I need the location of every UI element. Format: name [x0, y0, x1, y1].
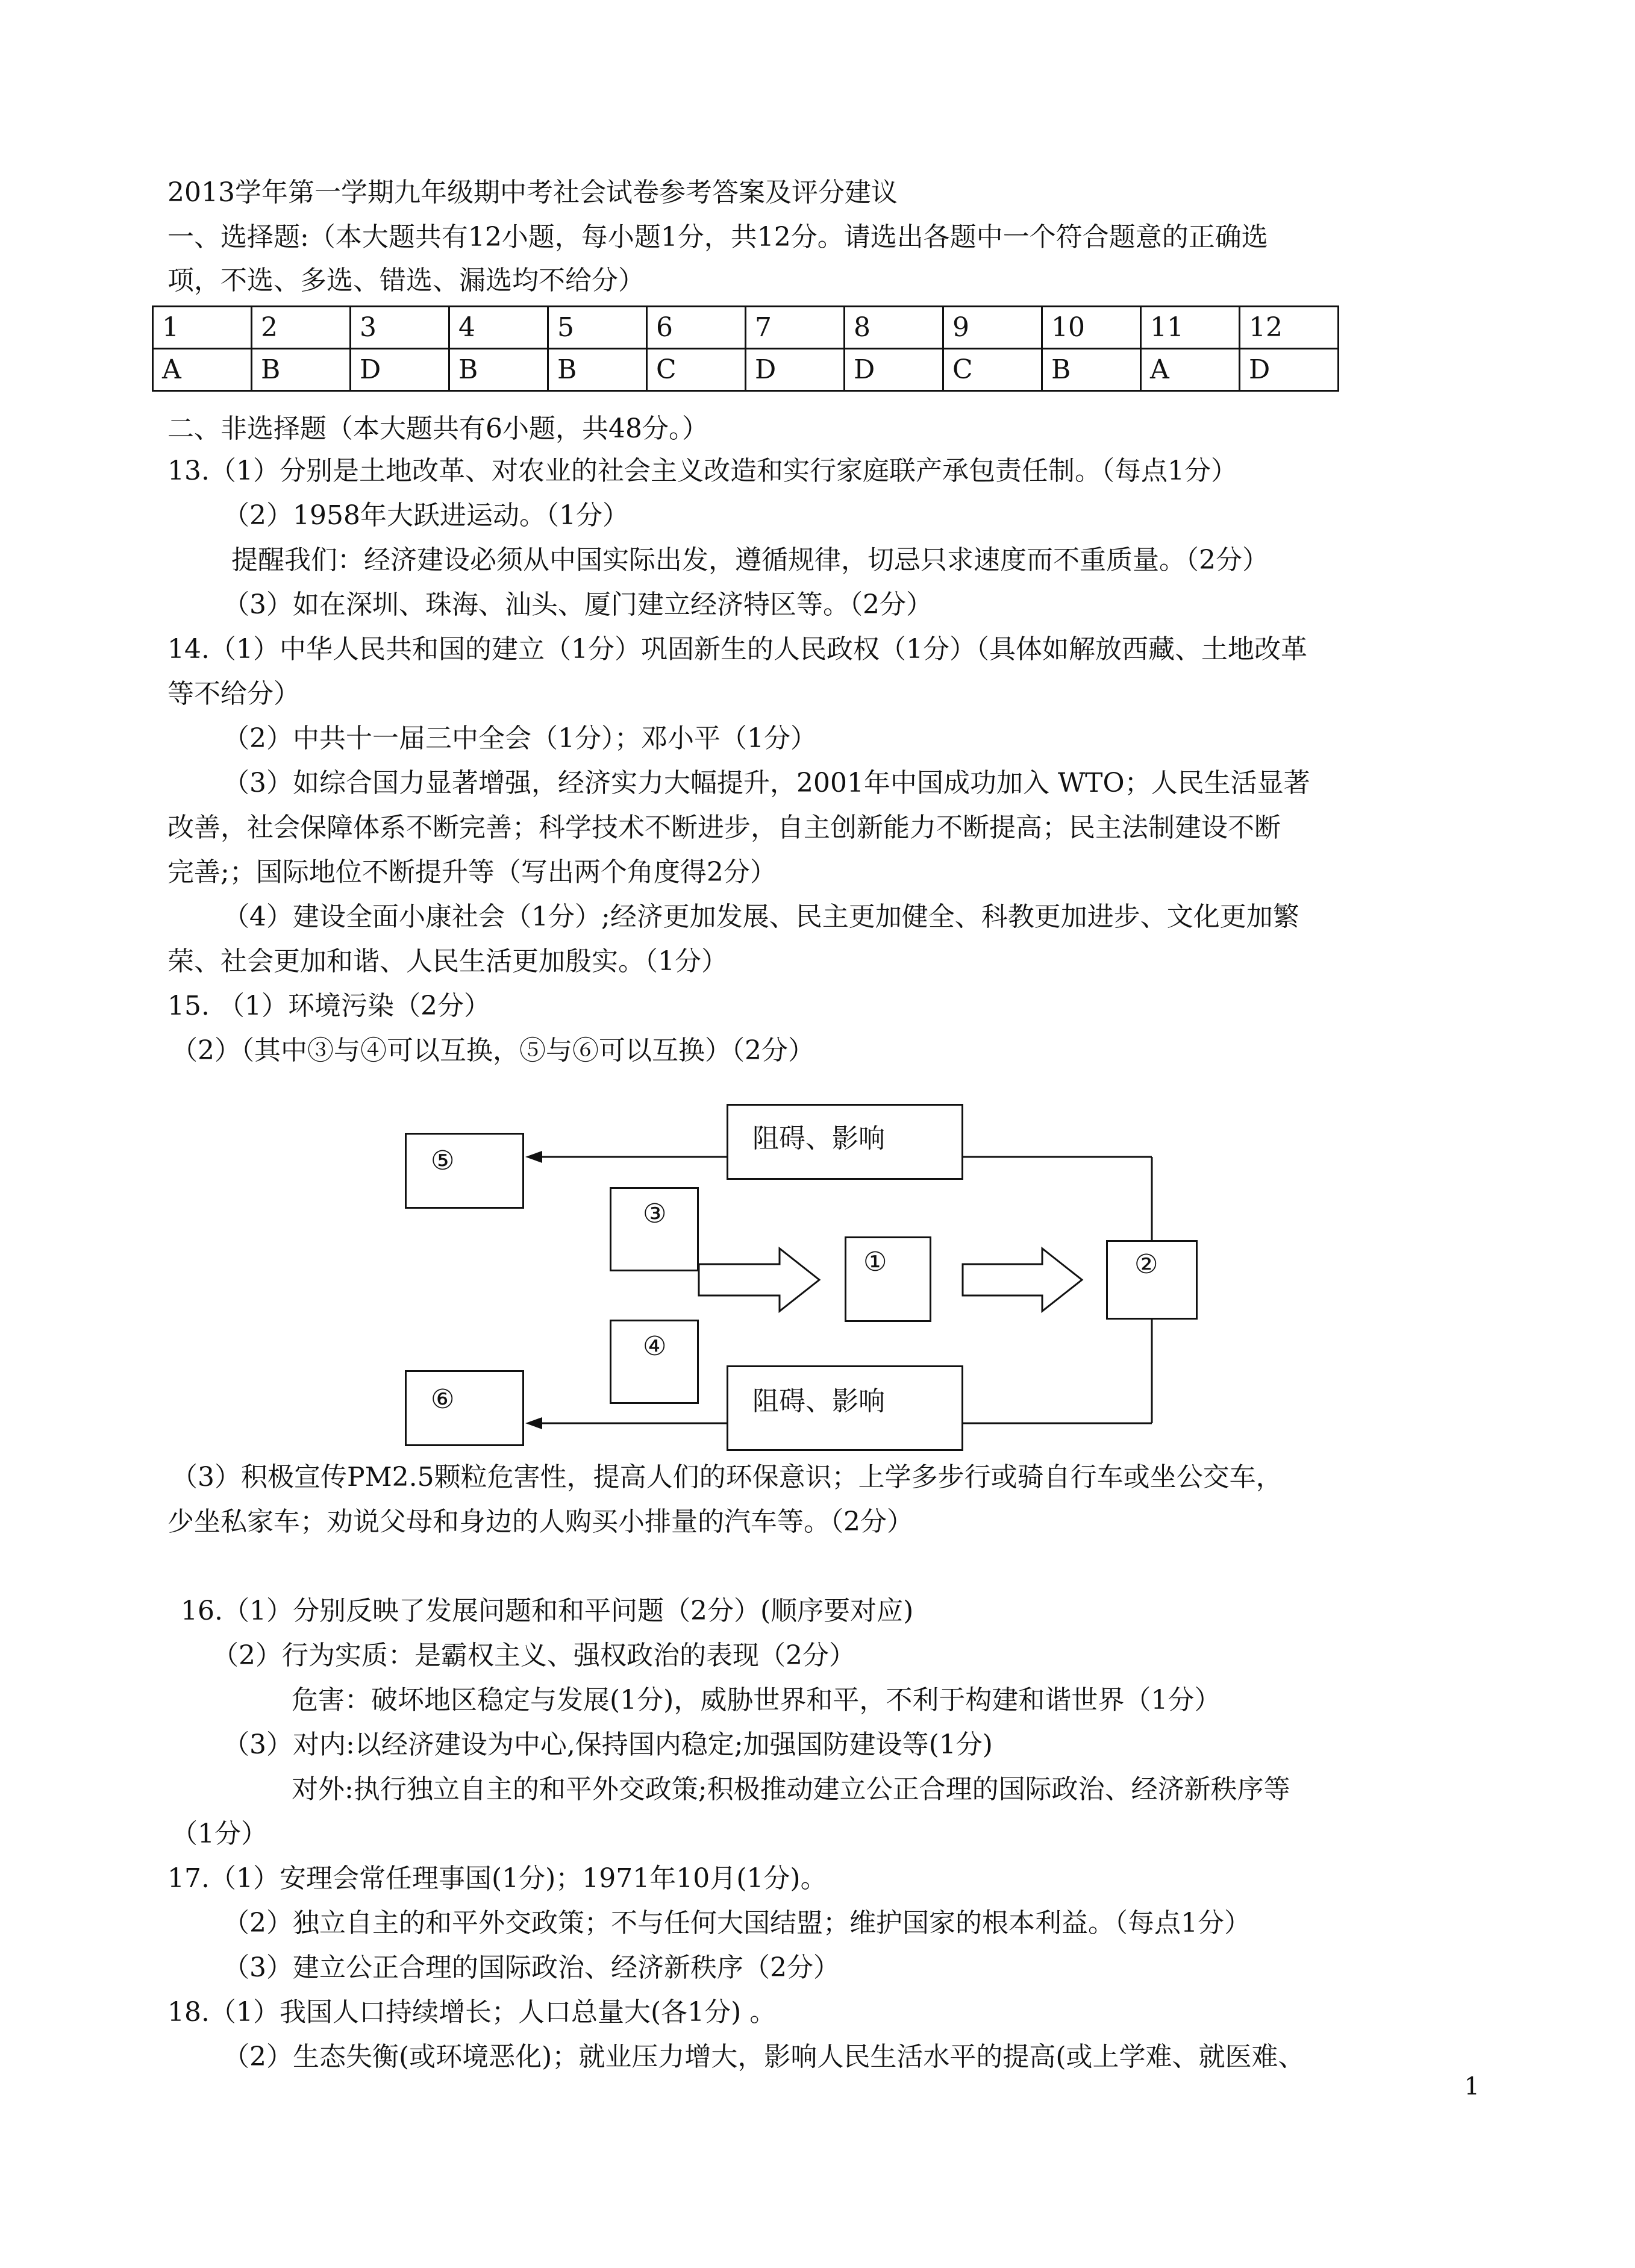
diagram-circle4: ④: [643, 1331, 667, 1362]
q16-line6: （1分）: [171, 1818, 267, 1849]
diagram-circle1: ①: [863, 1247, 887, 1277]
diagram-circle6: ⑥: [431, 1384, 455, 1415]
q14-line1: 14.（1）中华人民共和国的建立（1分）巩固新生的人民政权（1分）（具体如解放西藏、土地改革: [167, 634, 1307, 665]
document-title: 2013学年第一学期九年级期中考社会试卷参考答案及评分建议: [167, 177, 898, 208]
q15-line3: （3）积极宣传PM2.5颗粒危害性，提高人们的环保意识；上学多步行或骑自行车或坐公交车，: [171, 1462, 1283, 1493]
q14-line5: 改善，社会保障体系不断完善；科学技术不断进步，自主创新能力不断提高；民主法制建设不断: [167, 812, 1281, 843]
q16-line2: （2）行为实质：是霸权主义、强权政治的表现（2分）: [212, 1640, 855, 1671]
diagram-circle1-box: [845, 1236, 931, 1322]
q16-line5: 对外:执行独立自主的和平外交政策;积极推动建立公正合理的国际政治、经济新秩序等: [292, 1774, 1290, 1805]
diagram-box-bottom-label: 阻碍、影响: [752, 1386, 885, 1417]
answer-cell: B: [1042, 349, 1141, 391]
question-number-cell: 9: [943, 307, 1042, 349]
question-number-cell: 3: [351, 307, 449, 349]
q13-line4: （3）如在深圳、珠海、汕头、厦门建立经济特区等。（2分）: [223, 589, 933, 620]
q14-line3: （2）中共十一届三中全会（1分）；邓小平（1分）: [223, 723, 817, 754]
section1-heading-line2: 项，不选、多选、错选、漏选均不给分）: [167, 265, 645, 296]
question-number-cell: 12: [1240, 307, 1339, 349]
q13-line2: （2）1958年大跃进运动。（1分）: [223, 500, 629, 531]
q17-line3: （3）建立公正合理的国际政治、经济新秩序（2分）: [223, 1952, 840, 1983]
question-number-cell: 8: [845, 307, 943, 349]
q16-line4: （3）对内:以经济建设为中心,保持国内稳定;加强国防建设等(1分): [223, 1729, 993, 1760]
answer-cell: D: [1240, 349, 1339, 391]
answer-cell: D: [746, 349, 845, 391]
section2-heading: 二、非选择题（本大题共有6小题，共48分。）: [167, 413, 708, 444]
question-number-cell: 2: [252, 307, 351, 349]
diagram-circle3-box: [610, 1187, 699, 1271]
diagram-circle5: ⑤: [431, 1145, 455, 1176]
q18-line1: 18.（1）我国人口持续增长；人口总量大(各1分) 。: [167, 1997, 777, 2028]
diagram-circle4-box: [610, 1320, 699, 1404]
answer-cell: D: [351, 349, 449, 391]
diagram-box-top-hinder: [727, 1104, 963, 1180]
answer-cell: C: [943, 349, 1042, 391]
answer-cell: D: [845, 349, 943, 391]
question-number-cell: 10: [1042, 307, 1141, 349]
q14-line7: （4）建设全面小康社会（1分）;经济更加发展、民主更加健全、科教更加进步、文化更加繁: [223, 901, 1299, 932]
q14-line6: 完善;；国际地位不断提升等（写出两个角度得2分）: [167, 857, 777, 888]
q16-line3: 危害：破坏地区稳定与发展(1分)，威胁世界和平，不利于构建和谐世界（1分）: [292, 1685, 1221, 1715]
question-number-cell: 7: [746, 307, 845, 349]
question-number-cell: 6: [647, 307, 746, 349]
question-number-cell: 4: [449, 307, 548, 349]
answer-cell: A: [1141, 349, 1240, 391]
answer-cell: B: [449, 349, 548, 391]
diagram-circle5-box: [405, 1133, 524, 1209]
q14-line4: （3）如综合国力显著增强，经济实力大幅提升，2001年中国成功加入 WTO；人民生活显著: [223, 768, 1310, 798]
diagram-circle2: ②: [1134, 1249, 1158, 1280]
answer-cell: B: [252, 349, 351, 391]
diagram-circle3: ③: [643, 1198, 667, 1229]
section1-heading-line1: 一、选择题:（本大题共有12小题，每小题1分，共12分。请选出各题中一个符合题意的正确选: [167, 222, 1268, 252]
answer-cell: B: [548, 349, 647, 391]
q15-line1: 15. （1）环境污染（2分）: [167, 991, 490, 1021]
question-number-cell: 11: [1141, 307, 1240, 349]
q17-line2: （2）独立自主的和平外交政策；不与任何大国结盟；维护国家的根本利益。（每点1分）: [223, 1908, 1251, 1938]
diagram-circle6-box: [405, 1370, 524, 1446]
question-number-cell: 5: [548, 307, 647, 349]
question-number-cell: 1: [153, 307, 252, 349]
page-number: 1: [1464, 2073, 1480, 2100]
diagram-box-top-label: 阻碍、影响: [752, 1123, 885, 1154]
q16-line1: 16.（1）分别反映了发展问题和和平问题（2分）(顺序要对应): [181, 1596, 914, 1626]
q15-line2: （2）（其中③与④可以互换，⑤与⑥可以互换）（2分）: [171, 1035, 814, 1066]
q17-line1: 17.（1）安理会常任理事国(1分)；1971年10月(1分)。: [167, 1863, 827, 1894]
diagram-box-bottom-hinder: [727, 1365, 963, 1451]
q14-line8: 荣、社会更加和谐、人民生活更加殷实。（1分）: [167, 946, 728, 977]
q18-line2: （2）生态失衡(或环境恶化)；就业压力增大，影响人民生活水平的提高(或上学难、就医难、: [223, 2041, 1305, 2072]
q13-line1: 13.（1）分别是土地改革、对农业的社会主义改造和实行家庭联产承包责任制。（每点1分）: [167, 456, 1237, 486]
diagram-circle2-box: [1106, 1240, 1198, 1320]
answer-cell: A: [153, 349, 252, 391]
q13-line3: 提醒我们：经济建设必须从中国实际出发，遵循规律，切忌只求速度而不重质量。（2分）: [231, 545, 1269, 575]
q15-line4: 少坐私家车；劝说父母和身边的人购买小排量的汽车等。（2分）: [167, 1506, 913, 1537]
answer-cell: C: [647, 349, 746, 391]
q14-line2: 等不给分）: [167, 678, 300, 709]
